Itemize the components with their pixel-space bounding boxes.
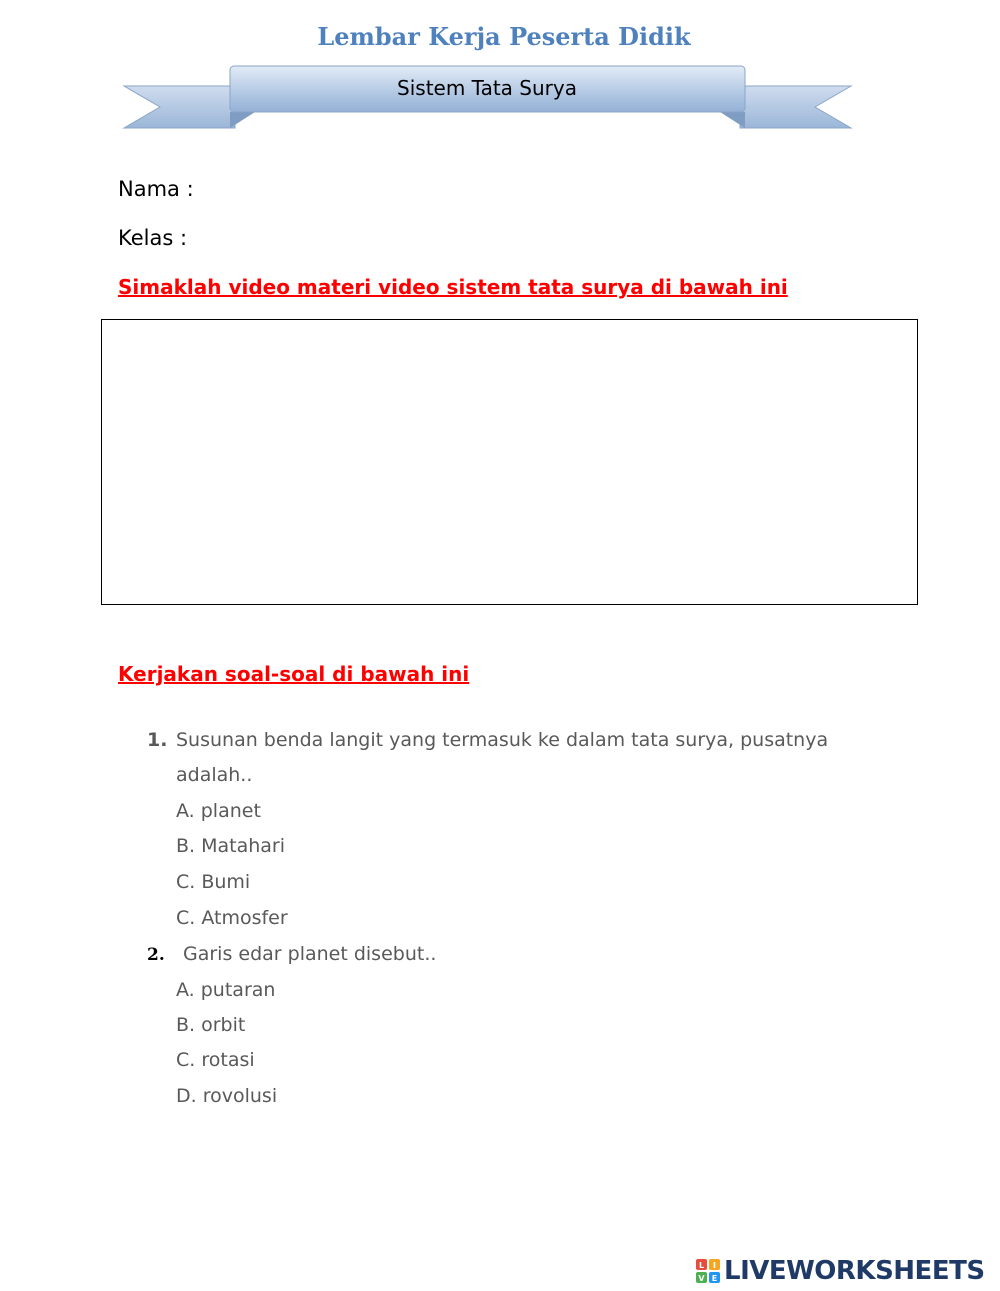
answer-option[interactable]: B. orbit: [176, 1014, 246, 1036]
svg-text:V: V: [698, 1274, 705, 1283]
question-number: 2.: [147, 945, 165, 965]
brand-name: LIVEWORKSHEETS: [724, 1256, 985, 1286]
page-title: Lembar Kerja Peserta Didik: [317, 22, 691, 51]
answer-option[interactable]: A. planet: [176, 800, 261, 822]
answer-option[interactable]: B. Matahari: [176, 835, 286, 857]
answer-option[interactable]: C. Atmosfer: [176, 907, 288, 929]
video-instruction: Simaklah video materi video sistem tata surya di bawah ini: [118, 275, 788, 299]
nama-label: Nama :: [118, 177, 194, 201]
quiz-instruction: Kerjakan soal-soal di bawah ini: [118, 662, 470, 686]
liveworksheets-logo: [696, 1256, 985, 1286]
answer-option[interactable]: A. putaran: [176, 979, 276, 1001]
question-number: 1.: [147, 729, 168, 751]
banner-title: Sistem Tata Surya: [397, 76, 577, 100]
video-embed-box[interactable]: [101, 319, 918, 605]
svg-text:E: E: [711, 1274, 718, 1283]
answer-option[interactable]: C. rotasi: [176, 1049, 255, 1071]
question-text: Garis edar planet disebut..: [183, 943, 437, 965]
question-text: Susunan benda langit yang termasuk ke dalam tata surya, pusatnya: [176, 729, 829, 751]
liveworksheets-logo-icon: [696, 1259, 720, 1283]
kelas-label: Kelas :: [118, 226, 188, 250]
answer-option[interactable]: C. Bumi: [176, 871, 251, 893]
svg-text:I: I: [713, 1261, 716, 1270]
svg-text:L: L: [698, 1261, 705, 1270]
answer-option[interactable]: D. rovolusi: [176, 1085, 278, 1107]
question-text: adalah..: [176, 764, 253, 786]
